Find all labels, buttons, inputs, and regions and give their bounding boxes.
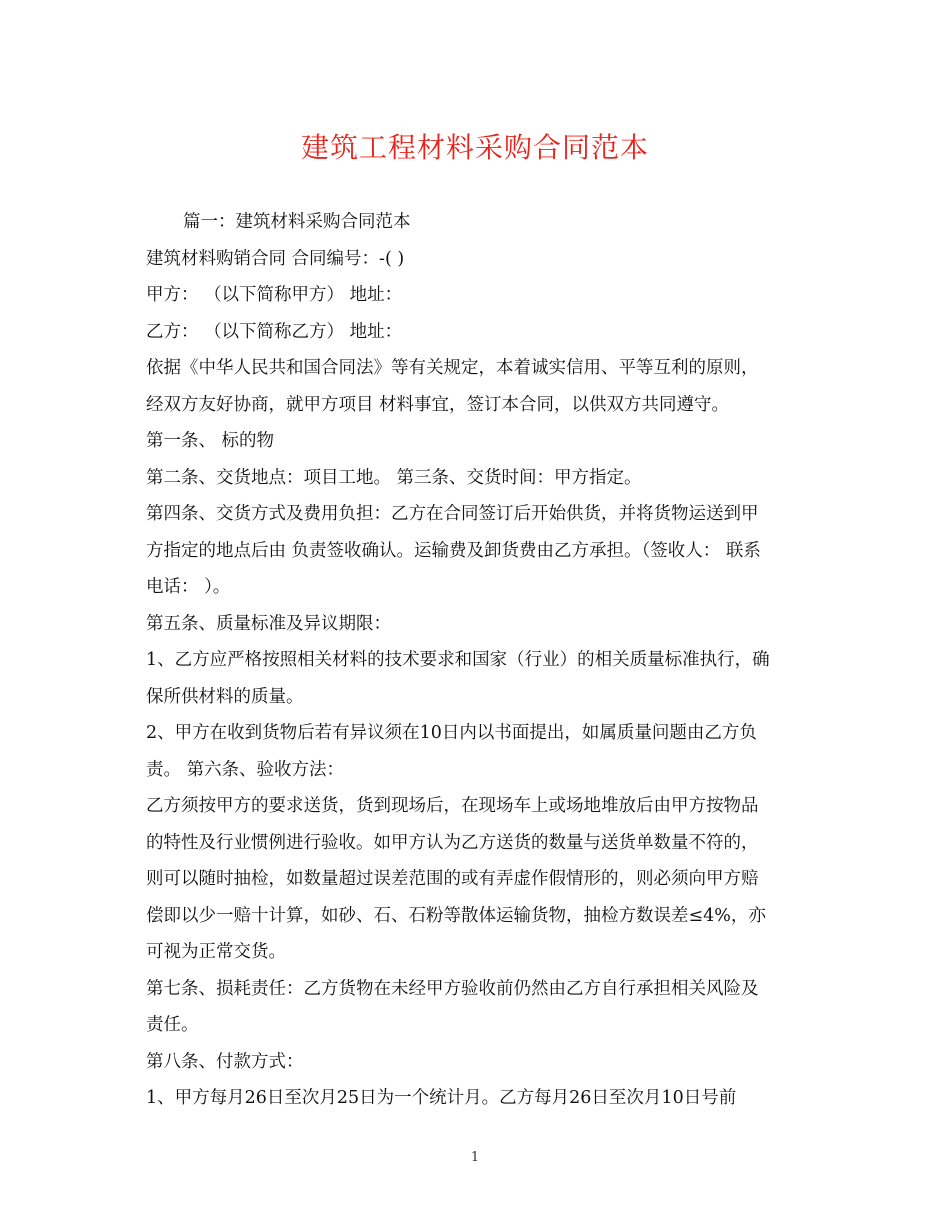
text-line: 甲方： （以下简称甲方） 地址： xyxy=(146,285,403,305)
text-line: 第七条、损耗责任：乙方货物在未经甲方验收前仍然由乙方自行承担相关风险及 xyxy=(146,978,759,999)
document-title: 建筑工程材料采购合同范本 xyxy=(300,131,649,164)
text-line: 第二条、交货地点：项目工地。 第三条、交货时间：甲方指定。 xyxy=(146,467,642,488)
text-line: 经双方友好协商，就甲方项目 材料事宜，签订本合同，以供双方共同遵守。 xyxy=(146,394,730,415)
text-line: 1、甲方每月26日至次月25日为一个统计月。乙方每月26日至次月10日号前 xyxy=(146,1088,737,1108)
text-line: 2、甲方在收到货物后若有异议须在10日内以书面提出，如属质量问题由乙方负 xyxy=(146,723,757,743)
text-line: 保所供材料的质量。 xyxy=(146,686,304,707)
section-heading: 篇一：建筑材料采购合同范本 xyxy=(183,212,411,232)
text-line: 可视为正常交货。 xyxy=(146,942,286,962)
text-line: 第一条、 标的物 xyxy=(146,431,275,451)
text-line: 依据《中华人民共和国合同法》等有关规定，本着诚实信用、平等互利的原则， xyxy=(146,358,759,378)
text-line: 乙方须按甲方的要求送货，货到现场后，在现场车上或场地堆放后由甲方按物品 xyxy=(146,796,759,816)
text-line: 责。 第六条、验收方法： xyxy=(146,759,345,780)
text-line: 的特性及行业惯例进行验收。如甲方认为乙方送货的数量与送货单数量不符的， xyxy=(146,832,759,853)
text-line: 则可以随时抽检，如数量超过误差范围的或有弄虚作假情形的，则必须向甲方赔 xyxy=(146,869,759,889)
text-line: 责任。 xyxy=(146,1015,199,1035)
text-line: 第八条、付款方式： xyxy=(146,1051,304,1072)
text-line: 电话： ）。 xyxy=(146,577,231,597)
text-line: 方指定的地点后由 负责签收确认。运输费及卸货费由乙方承担。（签收人： 联系 xyxy=(146,540,761,561)
text-line: 第四条、交货方式及费用负担：乙方在合同签订后开始供货，并将货物运送到甲 xyxy=(146,504,759,524)
text-line: 第五条、质量标准及异议期限： xyxy=(146,613,391,634)
document-body xyxy=(146,204,812,1117)
text-line: 偿即以少一赔十计算，如砂、石、石粉等散体运输货物，抽检方数误差≤4%，亦 xyxy=(146,905,766,926)
text-line: 1、乙方应严格按照相关材料的技术要求和国家（行业）的相关质量标准执行，确 xyxy=(146,650,770,670)
page-number: 1 xyxy=(470,1150,480,1165)
text-line: 乙方： （以下简称乙方） 地址： xyxy=(146,321,403,342)
text-line: 建筑材料购销合同 合同编号：-( ) xyxy=(146,248,405,269)
